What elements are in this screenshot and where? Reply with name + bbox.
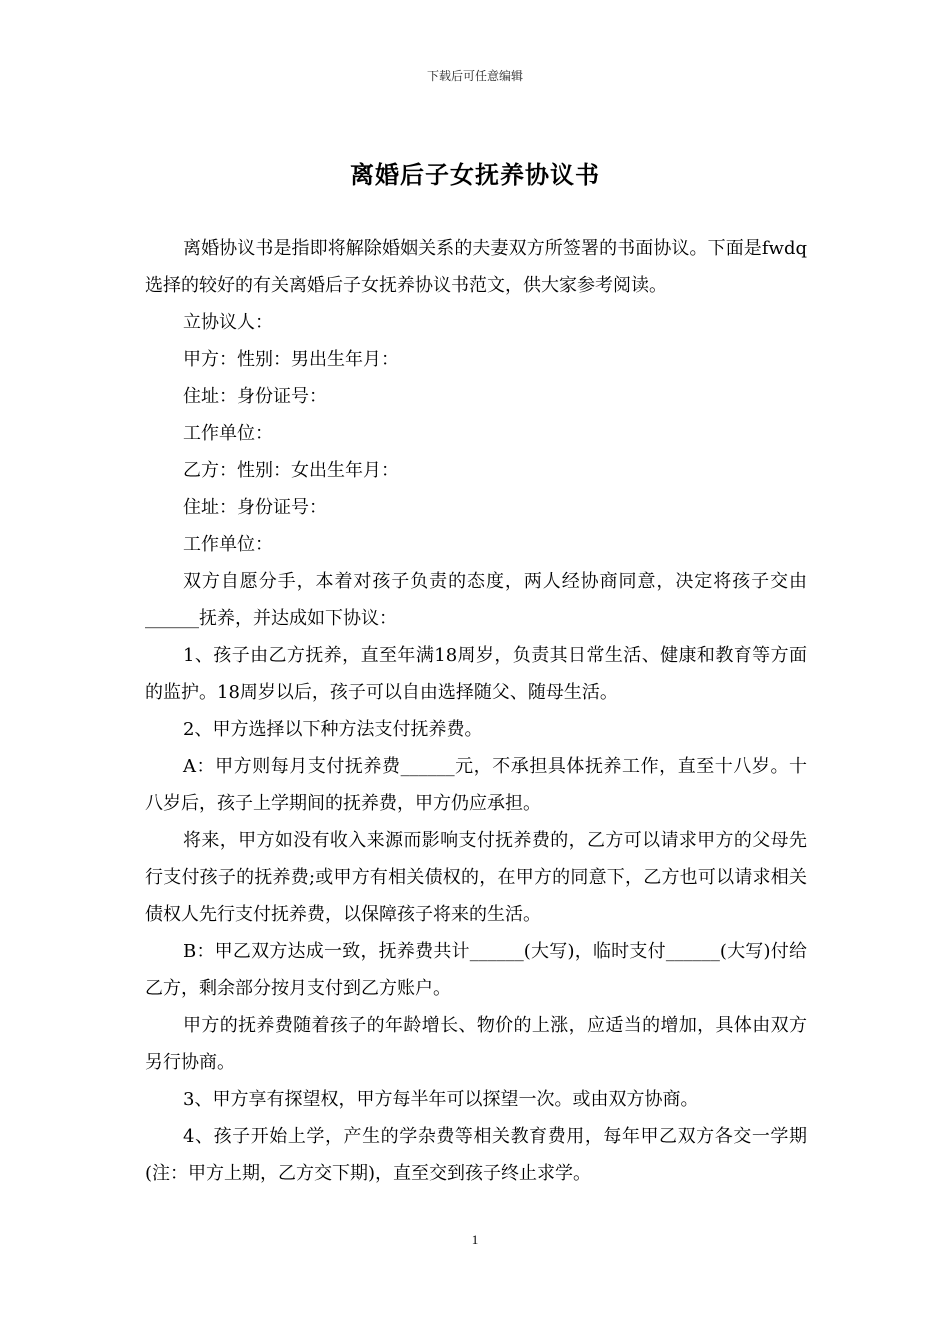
paragraph-future-support: 将来，甲方如没有收入来源而影响支付抚养费的，乙方可以请求甲方的父母先行支付孩子的抚养费;或甲方有相关债权的，在甲方的同意下，乙方也可以请求相关债权人先行支付抚养费，以保障孩子将来的生活。 bbox=[145, 830, 807, 925]
paragraph-support-increase: 甲方的抚养费随着孩子的年龄增长、物价的上涨，应适当的增加，具体由双方另行协商。 bbox=[145, 1015, 807, 1073]
paragraph-parties-heading: 立协议人： bbox=[183, 312, 273, 333]
paragraph-clause-2: 2、甲方选择以下种方法支付抚养费。 bbox=[183, 719, 483, 740]
paragraph-clause-1: 1、孩子由乙方抚养，直至年满18周岁，负责其日常生活、健康和教育等方面的监护。18周岁以后，孩子可以自由选择随父、随母生活。 bbox=[145, 645, 807, 703]
paragraph-agreement-preamble: 双方自愿分手，本着对孩子负责的态度，两人经协商同意，决定将孩子交由______抚养，并达成如下协议： bbox=[145, 571, 807, 629]
paragraph-party-b: 乙方：性别：女出生年月： bbox=[183, 460, 399, 481]
paragraph-intro: 离婚协议书是指即将解除婚姻关系的夫妻双方所签署的书面协议。下面是fwdq选择的较好的有关离婚后子女抚养协议书范文，供大家参考阅读。 bbox=[145, 238, 807, 296]
page-header-note: 下载后可任意编辑 bbox=[426, 69, 523, 83]
paragraph-option-b: B：甲乙双方达成一致，抚养费共计______(大写)，临时支付______(大写)付给乙方，剩余部分按月支付到乙方账户。 bbox=[145, 941, 807, 999]
document-body bbox=[145, 230, 807, 1192]
paragraph-option-a: A：甲方则每月支付抚养费______元，不承担具体抚养工作，直至十八岁。十八岁后，孩子上学期间的抚养费，甲方仍应承担。 bbox=[145, 756, 807, 814]
paragraph-party-a-address: 住址：身份证号： bbox=[183, 386, 327, 407]
paragraph-clause-4: 4、孩子开始上学，产生的学杂费等相关教育费用，每年甲乙双方各交一学期(注：甲方上期，乙方交下期)，直至交到孩子终止求学。 bbox=[145, 1126, 807, 1184]
paragraph-clause-3: 3、甲方享有探望权，甲方每半年可以探望一次。或由双方协商。 bbox=[183, 1089, 699, 1110]
paragraph-party-b-address: 住址：身份证号： bbox=[183, 497, 327, 518]
paragraph-party-a: 甲方：性别：男出生年月： bbox=[183, 349, 399, 370]
page-number: 1 bbox=[471, 1232, 479, 1247]
paragraph-party-a-employer: 工作单位： bbox=[183, 423, 273, 444]
paragraph-party-b-employer: 工作单位： bbox=[183, 534, 273, 555]
document-title: 离婚后子女抚养协议书 bbox=[350, 160, 600, 189]
